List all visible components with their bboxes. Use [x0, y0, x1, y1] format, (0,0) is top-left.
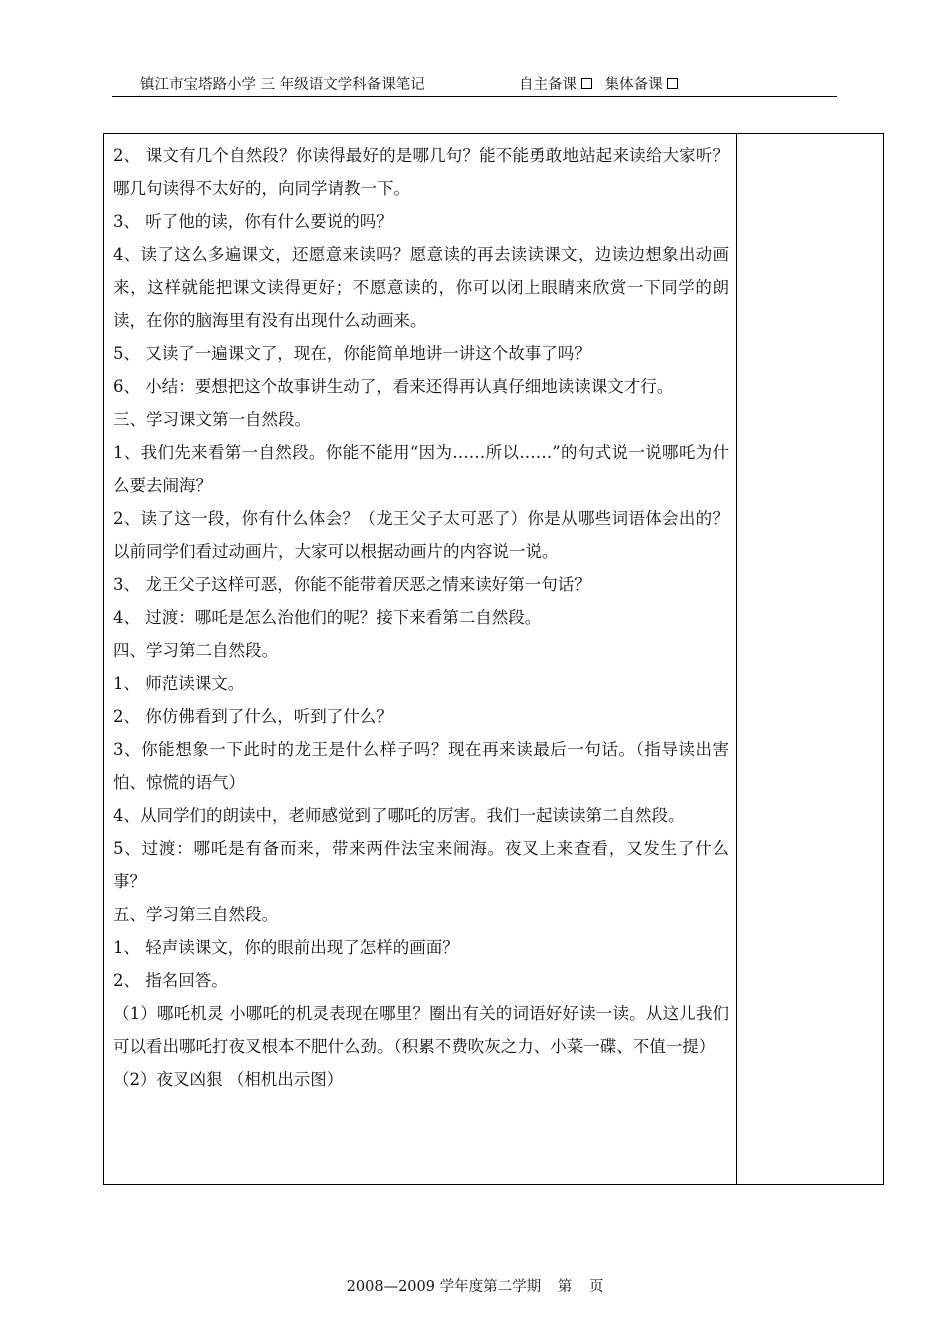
paragraph: 2、 课文有几个自然段？你读得最好的是哪几句？能不能勇敢地站起来读给大家听？哪几句读得不太好的，向同学请教一下。	[113, 146, 729, 198]
notes-column-divider	[736, 133, 737, 1185]
page-number-suffix: 页	[588, 1279, 604, 1295]
lesson-content	[113, 139, 729, 1096]
prep-type-options	[519, 74, 686, 96]
term-label: 2008—2009 学年度第二学期	[346, 1279, 542, 1295]
paragraph: （1）哪吒机灵 小哪吒的机灵表现在哪里？圈出有关的词语好好读一读。从这儿我们可以看出哪吒打夜叉根本不肥什么劲。（积累不费吹灰之力、小菜一碟、不值一提）	[113, 1004, 729, 1056]
self-prep-label: 自主备课	[519, 77, 577, 93]
paragraph: 5、过渡：哪吒是有备而来，带来两件法宝来闹海。夜叉上来查看，又发生了什么事？	[113, 839, 729, 891]
paragraph: 1、 轻声读课文，你的眼前出现了怎样的画面？	[113, 938, 459, 957]
paragraph: 3、你能想象一下此时的龙王是什么样子吗？现在再来读最后一句话。（指导读出害怕、惊慌的语气）	[113, 740, 729, 792]
paragraph: 1、 师范读课文。	[113, 674, 245, 693]
page-header	[112, 74, 837, 97]
paragraph: 4、 过渡：哪吒是怎么治他们的呢？接下来看第二自然段。	[113, 608, 542, 627]
paragraph: 2、读了这一段，你有什么体会？（龙王父子太可恶了）你是从哪些词语体会出的？以前同学们看过动画片，大家可以根据动画片的内容说一说。	[113, 509, 729, 561]
group-prep-checkbox[interactable]	[667, 78, 678, 89]
section-heading: 四、学习第二自然段。	[113, 641, 278, 660]
page-number-prefix: 第	[557, 1279, 573, 1295]
paragraph: 5、 又读了一遍课文了，现在，你能简单地讲一讲这个故事了吗？	[113, 344, 591, 363]
paragraph: （2）夜叉凶狠 （相机出示图）	[113, 1070, 344, 1089]
paragraph: 2、 你仿佛看到了什么，听到了什么？	[113, 707, 393, 726]
group-prep-label: 集体备课	[604, 77, 663, 93]
paragraph: 4、读了这么多遍课文，还愿意来读吗？愿意读的再去读读课文，边读边想象出动画来，这样就能把课文读得更好；不愿意读的，你可以闭上眼睛来欣赏一下同学的朗读，在你的脑海里有没有出现什么动画来。	[113, 245, 729, 330]
paragraph: 3、 龙王父子这样可恶，你能不能带着厌恶之情来读好第一句话？	[113, 575, 591, 594]
section-heading: 三、学习课文第一自然段。	[113, 410, 311, 429]
paragraph: 4、从同学们的朗读中，老师感觉到了哪吒的厉害。我们一起读读第二自然段。	[113, 806, 685, 825]
paragraph: 6、 小结：要想把这个故事讲生动了，看来还得再认真仔细地读读课文才行。	[113, 377, 674, 396]
page-footer	[0, 1276, 950, 1298]
paragraph: 1、我们先来看第一自然段。你能不能用“因为……所以……”的句式说一说哪吒为什么要去闹海？	[113, 443, 729, 495]
paragraph: 2、 指名回答。	[113, 971, 228, 990]
paragraph: 3、 听了他的读，你有什么要说的吗？	[113, 212, 393, 231]
section-heading: 五、学习第三自然段。	[113, 905, 278, 924]
school-course-title: 镇江市宝塔路小学 三 年级语文学科备课笔记	[140, 77, 425, 93]
self-prep-checkbox[interactable]	[581, 78, 592, 89]
